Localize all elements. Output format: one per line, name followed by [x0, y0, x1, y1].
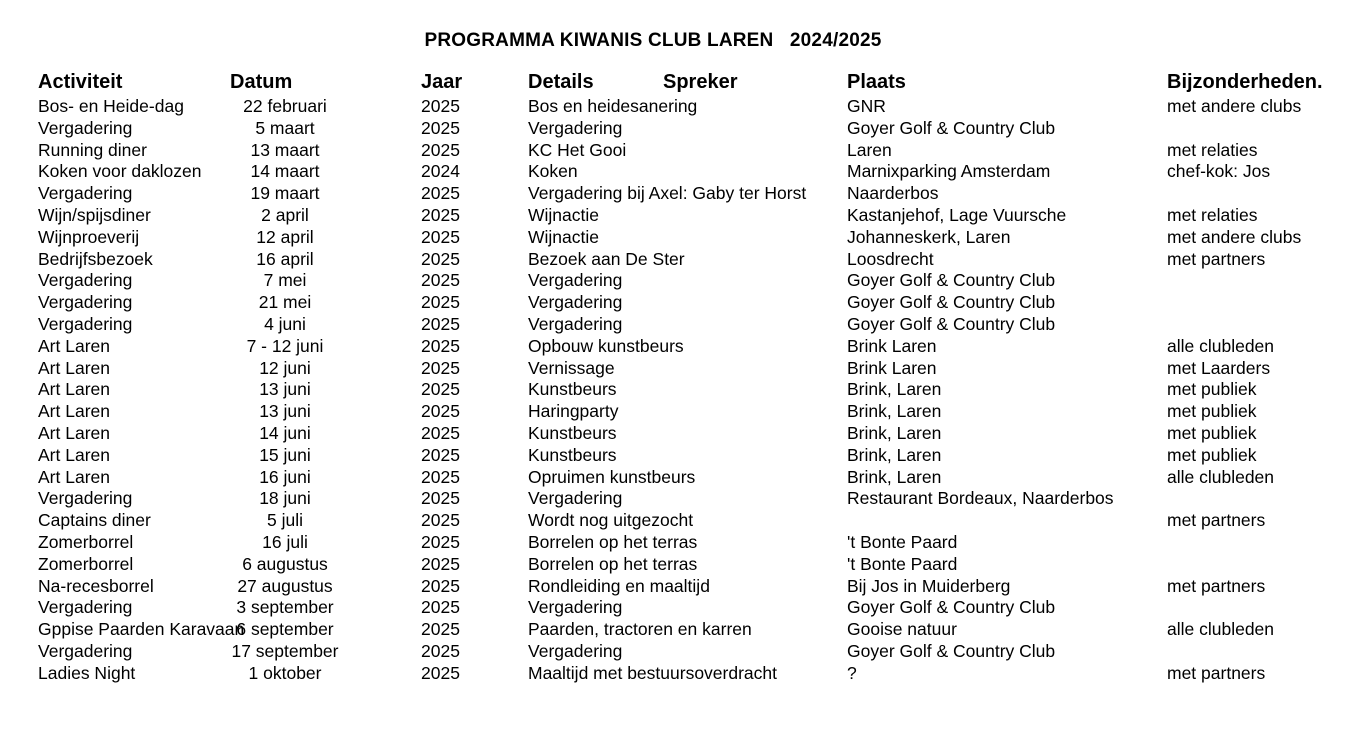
cell-activiteit: Na-recesborrel: [38, 575, 154, 596]
cell-bijzonderheden: chef-kok: Jos: [1167, 161, 1271, 182]
cell-bijzonderheden: met publiek: [1167, 379, 1257, 400]
cell-jaar: 2025: [421, 575, 460, 596]
cell-details: Vergadering: [528, 270, 623, 291]
table-row: [0, 248, 1366, 270]
cell-jaar: 2025: [421, 117, 460, 138]
cell-details: Vergadering: [528, 641, 623, 661]
cell-datum: 2 april: [261, 205, 309, 225]
cell-details: Koken: [528, 161, 578, 182]
cell-datum: 17 september: [231, 641, 339, 661]
cell-datum: 18 juni: [259, 488, 311, 509]
cell-activiteit: Vergadering: [38, 597, 133, 618]
cell-plaats: Bij Jos in Muiderberg: [847, 575, 1011, 596]
cell-datum: 5 maart: [255, 117, 315, 138]
cell-datum: 16 juni: [259, 466, 311, 487]
cell-plaats: Brink, Laren: [847, 401, 942, 422]
cell-activiteit: Art Laren: [38, 335, 110, 356]
cell-activiteit: Ladies Night: [38, 662, 136, 683]
cell-jaar: 2025: [421, 423, 460, 443]
cell-datum: 16 juli: [262, 532, 308, 552]
page-title: PROGRAMMA KIWANIS CLUB LAREN 2024/2025: [424, 30, 882, 51]
cell-activiteit: Wijnproeverij: [38, 226, 140, 247]
cell-datum: 27 augustus: [237, 575, 333, 596]
cell-jaar: 2025: [421, 532, 460, 552]
cell-jaar: 2025: [421, 466, 460, 487]
cell-datum: 16 april: [256, 248, 314, 269]
cell-plaats: Brink Laren: [847, 357, 937, 378]
cell-bijzonderheden: met relaties: [1167, 139, 1258, 160]
cell-jaar: 2025: [421, 488, 460, 509]
cell-plaats: Restaurant Bordeaux, Naarderbos: [847, 488, 1114, 509]
cell-datum: 13 maart: [250, 139, 320, 160]
cell-plaats: Goyer Golf & Country Club: [847, 270, 1056, 291]
cell-jaar: 2025: [421, 619, 460, 640]
cell-datum: 12 april: [256, 226, 314, 247]
cell-datum: 7 - 12 juni: [246, 335, 324, 356]
cell-details: Kunstbeurs: [528, 379, 617, 400]
cell-activiteit: Vergadering: [38, 488, 133, 509]
cell-bijzonderheden: met partners: [1167, 575, 1266, 596]
cell-datum: 6 september: [236, 619, 334, 640]
table-row: [0, 117, 1366, 139]
cell-datum: 19 maart: [250, 183, 320, 204]
cell-bijzonderheden: met publiek: [1167, 401, 1257, 422]
cell-plaats: 't Bonte Paard: [847, 553, 958, 574]
table-row: [0, 182, 1366, 204]
cell-details: Vergadering bij Axel: Gaby ter Horst: [528, 183, 807, 204]
table-row: [0, 313, 1366, 335]
cell-activiteit: Art Laren: [38, 444, 110, 465]
cell-datum: 3 september: [236, 597, 334, 618]
cell-details: Paarden, tractoren en karren: [528, 619, 752, 640]
cell-datum: 22 februari: [243, 96, 327, 116]
header-details: Details: [528, 71, 594, 93]
table-row: [0, 335, 1366, 357]
table-row: [0, 378, 1366, 400]
header-bijzonderheden: Bijzonderheden.: [1167, 71, 1323, 93]
cell-bijzonderheden: met andere clubs: [1167, 96, 1302, 116]
cell-activiteit: Art Laren: [38, 357, 110, 378]
cell-details: Haringparty: [528, 401, 619, 422]
cell-details: Wijnactie: [528, 226, 599, 247]
cell-details: Vergadering: [528, 292, 623, 313]
cell-plaats: Brink, Laren: [847, 423, 942, 443]
cell-activiteit: Art Laren: [38, 466, 110, 487]
cell-jaar: 2025: [421, 96, 460, 116]
cell-details: Bos en heidesanering: [528, 96, 698, 116]
cell-jaar: 2025: [421, 553, 460, 574]
cell-jaar: 2025: [421, 444, 460, 465]
table-row: [0, 204, 1366, 226]
cell-datum: 4 juni: [264, 314, 306, 334]
cell-activiteit: Bedrijfsbezoek: [38, 248, 153, 269]
cell-plaats: Goyer Golf & Country Club: [847, 641, 1056, 661]
cell-jaar: 2025: [421, 335, 460, 356]
cell-plaats: Goyer Golf & Country Club: [847, 117, 1056, 138]
cell-jaar: 2025: [421, 183, 460, 204]
table-row: [0, 400, 1366, 422]
table-row: [0, 640, 1366, 662]
cell-details: Bezoek aan De Ster: [528, 248, 685, 269]
cell-details: Borrelen op het terras: [528, 532, 698, 552]
cell-bijzonderheden: met publiek: [1167, 444, 1257, 465]
cell-jaar: 2024: [421, 161, 460, 182]
cell-details: Vernissage: [528, 357, 615, 378]
cell-plaats: ?: [847, 662, 857, 683]
cell-datum: 6 augustus: [242, 553, 328, 574]
table-row: [0, 618, 1366, 640]
table-row: [0, 357, 1366, 379]
table-row: [0, 160, 1366, 182]
table-row: [0, 291, 1366, 313]
table-row: [0, 553, 1366, 575]
cell-jaar: 2025: [421, 205, 460, 225]
table-row: [0, 139, 1366, 161]
cell-bijzonderheden: met partners: [1167, 248, 1266, 269]
cell-bijzonderheden: alle clubleden: [1167, 466, 1275, 487]
cell-activiteit: Running diner: [38, 139, 147, 160]
cell-datum: 14 maart: [250, 161, 320, 182]
cell-datum: 21 mei: [258, 292, 312, 313]
cell-bijzonderheden: met andere clubs: [1167, 226, 1302, 247]
cell-plaats: Gooise natuur: [847, 619, 957, 640]
cell-details: Vergadering: [528, 488, 623, 509]
cell-jaar: 2025: [421, 314, 460, 334]
cell-activiteit: Koken voor daklozen: [38, 161, 202, 182]
cell-details: Opruimen kunstbeurs: [528, 466, 696, 487]
header-activiteit: Activiteit: [38, 71, 123, 93]
cell-datum: 13 juni: [259, 401, 311, 422]
cell-plaats: GNR: [847, 96, 886, 116]
cell-plaats: Marnixparking Amsterdam: [847, 161, 1051, 182]
cell-details: Borrelen op het terras: [528, 553, 698, 574]
cell-jaar: 2025: [421, 292, 460, 313]
table-row: [0, 95, 1366, 117]
cell-datum: 14 juni: [259, 423, 311, 443]
cell-activiteit: Zomerborrel: [38, 532, 134, 552]
table-row: [0, 662, 1366, 684]
cell-plaats: Goyer Golf & Country Club: [847, 292, 1056, 313]
cell-bijzonderheden: met Laarders: [1167, 357, 1271, 378]
table-row: [0, 596, 1366, 618]
cell-jaar: 2025: [421, 248, 460, 269]
cell-activiteit: Zomerborrel: [38, 553, 134, 574]
table-header: [0, 71, 1366, 93]
cell-plaats: Naarderbos: [847, 183, 939, 204]
cell-jaar: 2025: [421, 510, 460, 531]
cell-activiteit: Vergadering: [38, 314, 133, 334]
cell-details: Rondleiding en maaltijd: [528, 575, 710, 596]
cell-datum: 7 mei: [263, 270, 307, 291]
cell-plaats: Loosdrecht: [847, 248, 934, 269]
cell-plaats: 't Bonte Paard: [847, 532, 958, 552]
cell-plaats: Brink, Laren: [847, 444, 942, 465]
cell-details: KC Het Gooi: [528, 139, 627, 160]
cell-plaats: Goyer Golf & Country Club: [847, 597, 1056, 618]
cell-activiteit: Captains diner: [38, 510, 151, 531]
cell-bijzonderheden: alle clubleden: [1167, 335, 1275, 356]
table-row: [0, 575, 1366, 597]
cell-plaats: Brink Laren: [847, 335, 937, 356]
cell-datum: 12 juni: [259, 357, 311, 378]
cell-details: Wordt nog uitgezocht: [528, 510, 694, 531]
cell-activiteit: Vergadering: [38, 641, 133, 661]
table-row: [0, 422, 1366, 444]
cell-datum: 1 oktober: [248, 662, 322, 683]
cell-bijzonderheden: met partners: [1167, 662, 1266, 683]
table-row: [0, 509, 1366, 531]
cell-plaats: Laren: [847, 139, 892, 160]
cell-bijzonderheden: met partners: [1167, 510, 1266, 531]
cell-details: Maaltijd met bestuursoverdracht: [528, 662, 777, 683]
table-row: [0, 466, 1366, 488]
cell-datum: 5 juli: [267, 510, 303, 531]
cell-jaar: 2025: [421, 641, 460, 661]
table-row: [0, 531, 1366, 553]
cell-activiteit: Art Laren: [38, 423, 110, 443]
cell-activiteit: Art Laren: [38, 379, 110, 400]
cell-jaar: 2025: [421, 597, 460, 618]
cell-jaar: 2025: [421, 357, 460, 378]
header-spreker: Spreker: [663, 71, 738, 93]
cell-details: Kunstbeurs: [528, 423, 617, 443]
cell-activiteit: Vergadering: [38, 117, 133, 138]
cell-jaar: 2025: [421, 139, 460, 160]
cell-activiteit: Vergadering: [38, 183, 133, 204]
cell-datum: 13 juni: [259, 379, 311, 400]
cell-activiteit: Gppise Paarden Karavaan: [38, 619, 245, 640]
cell-activiteit: Vergadering: [38, 292, 133, 313]
cell-details: Kunstbeurs: [528, 444, 617, 465]
cell-details: Vergadering: [528, 314, 623, 334]
cell-bijzonderheden: alle clubleden: [1167, 619, 1275, 640]
cell-details: Wijnactie: [528, 205, 599, 225]
cell-activiteit: Vergadering: [38, 270, 133, 291]
cell-plaats: Kastanjehof, Lage Vuursche: [847, 205, 1067, 225]
cell-bijzonderheden: met publiek: [1167, 423, 1257, 443]
cell-bijzonderheden: met relaties: [1167, 205, 1258, 225]
table-row: [0, 487, 1366, 509]
table-row: [0, 269, 1366, 291]
cell-jaar: 2025: [421, 379, 460, 400]
cell-plaats: Johanneskerk, Laren: [847, 226, 1011, 247]
header-plaats: Plaats: [847, 71, 906, 93]
cell-plaats: Goyer Golf & Country Club: [847, 314, 1056, 334]
header-jaar: Jaar: [421, 71, 463, 93]
cell-plaats: Brink, Laren: [847, 379, 942, 400]
table-row: [0, 226, 1366, 248]
cell-activiteit: Bos- en Heide-dag: [38, 96, 184, 116]
cell-activiteit: Art Laren: [38, 401, 110, 422]
cell-jaar: 2025: [421, 401, 460, 422]
cell-jaar: 2025: [421, 270, 460, 291]
cell-plaats: Brink, Laren: [847, 466, 942, 487]
cell-datum: 15 juni: [259, 444, 311, 465]
cell-details: Opbouw kunstbeurs: [528, 335, 684, 356]
cell-activiteit: Wijn/spijsdiner: [38, 205, 151, 225]
cell-details: Vergadering: [528, 597, 623, 618]
cell-jaar: 2025: [421, 662, 460, 683]
cell-jaar: 2025: [421, 226, 460, 247]
header-datum: Datum: [230, 71, 293, 93]
table-row: [0, 444, 1366, 466]
cell-details: Vergadering: [528, 117, 623, 138]
